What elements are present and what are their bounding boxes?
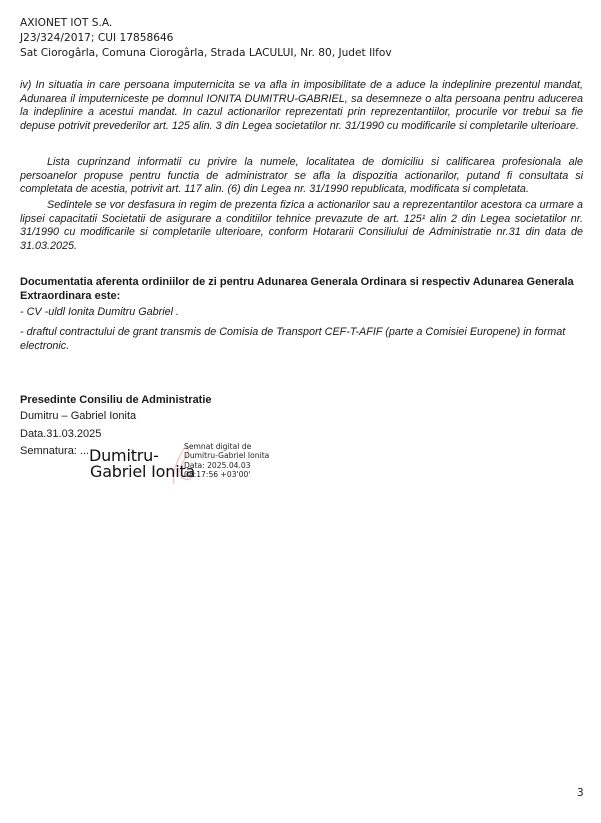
candidate-list-paragraph: Lista cuprinzand informatii cu privire la numele, localitatea de domiciliu si calificarea profesionala ale persoanelor propuse pentru functia de administrator se afla la dispozitia actionarilor, putand fi consultata si completata de acestia, potrivit art. 117 alin. (6) din Legea nr. 31/1990 republicata, modificata si completata.	[20, 156, 583, 196]
digital-signature-detail-line: Dumitru-Gabriel Ionita	[184, 451, 270, 461]
page-number: 3	[577, 787, 584, 799]
documentation-item-cv: - CV -uldl Ionita Dumitru Gabriel .	[20, 306, 180, 318]
signature-label: Semnatura: ...	[20, 445, 90, 457]
documentation-item-grant-draft: - draftul contractului de grant transmis de Comisia de Transport CEF-T-AFIF (parte a Comisiei Europene) in format electronic.	[20, 326, 566, 352]
digital-signature-name-line1: Dumitru-	[89, 446, 159, 465]
sessions-paragraph: Sedintele se vor desfasura in regim de prezenta fizica a actionarilor sau a reprezentantilor acestora ca urmare a lipsei capacitatii Societatii de asigurare a conditiilor tehnice prevazute de art. 125¹ alin 2 din Legea societatilor nr. 31/1990 cu modificarile si completarile ulterioare, conform Hotararii Consiliului de Administratie nr.31 din data de 31.03.2025.	[20, 199, 583, 252]
digital-signature-name-line2: Gabriel Ionita	[90, 462, 196, 481]
company-name: AXIONET IOT S.A.	[20, 17, 113, 29]
digital-signature-detail-line: Semnat digital de	[184, 442, 252, 451]
signature-date: Data.31.03.2025	[20, 428, 102, 440]
signatory-name: Dumitru – Gabriel Ionita	[20, 410, 137, 422]
digital-signature-detail-line: 08:17:56 +03'00'	[184, 470, 251, 480]
digital-signature-detail-line: Data: 2025.04.03	[184, 460, 251, 470]
company-registration: J23/324/2017; CUI 17858646	[20, 32, 174, 44]
documentation-heading: Documentatia aferenta ordiniilor de zi pentru Adunarea Generala Ordinara si respectiv Adunarea Generala Extraordinara este:	[20, 276, 574, 302]
digital-signature-details	[184, 442, 269, 480]
company-address: Sat Ciorogârla, Comuna Ciorogârla, Strada LACULUI, Nr. 80, Judet Ilfov	[20, 47, 392, 59]
digital-signature	[80, 440, 280, 490]
signatory-title: Presedinte Consiliu de Administratie	[20, 394, 212, 406]
mandate-paragraph: iv) In situatia in care persoana imputernicita se va afla in imposibilitate de a aduce la indeplinire prezentul mandat, Adunarea il imputerniceste pe domnul IONITA DUMITRU-GABRIEL, sa desemneze o alta persoana pentru aducerea la indeplinire a acestui mandat. In cazul actionarilor reprezentati prin reprezentantiilor, procurile vor trebui sa fie depuse potrivit prevederilor art. 125 alin. 3 din Legea societatilor nr. 31/1990 cu modificarile si completarile ulterioare.	[20, 79, 583, 132]
